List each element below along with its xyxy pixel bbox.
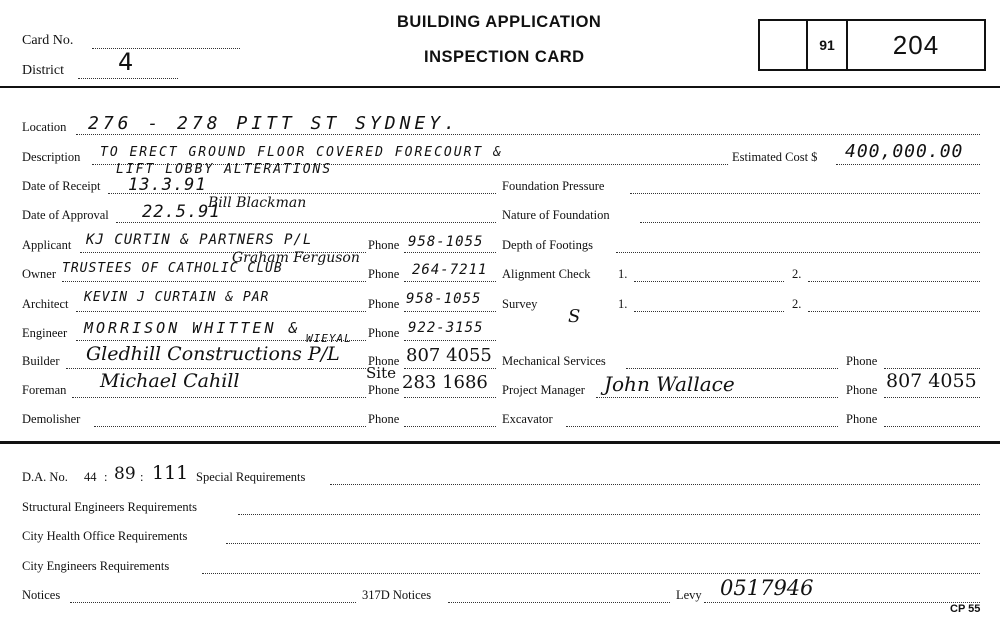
foreman-phone: 283 1686 bbox=[402, 372, 488, 393]
da-part2: 89 bbox=[114, 464, 136, 484]
architect-dots bbox=[76, 311, 366, 312]
title-line1: BUILDING APPLICATION bbox=[397, 13, 602, 31]
notices-label: Notices bbox=[22, 588, 61, 602]
owner-phone: 264-7211 bbox=[412, 262, 488, 278]
applicant-value: KJ CURTIN & PARTNERS P/L bbox=[86, 232, 313, 248]
excavator-phone-label: Phone bbox=[846, 412, 878, 426]
card-no-label: Card No. bbox=[22, 33, 74, 48]
excavator-dots bbox=[566, 426, 838, 427]
owner-note: Graham Ferguson bbox=[232, 250, 360, 266]
nature-foundation-label: Nature of Foundation bbox=[502, 208, 610, 222]
builder-phone-label: Phone bbox=[368, 354, 400, 368]
survey-1-dots bbox=[634, 311, 784, 312]
pm-dots bbox=[596, 397, 838, 398]
pm-label: Project Manager bbox=[502, 383, 585, 397]
builder-phone: 807 4055 bbox=[406, 345, 492, 366]
pm-phone-label: Phone bbox=[846, 383, 878, 397]
structural-label: Structural Engineers Requirements bbox=[22, 500, 197, 514]
engineer-label: Engineer bbox=[22, 326, 68, 340]
owner-phone-label: Phone bbox=[368, 267, 400, 281]
da-colon-2: : bbox=[140, 470, 144, 484]
location-value: 276 - 278 PITT ST SYDNEY. bbox=[88, 113, 459, 134]
pm-phone: 807 4055 bbox=[886, 370, 977, 392]
top-rule bbox=[0, 86, 1000, 88]
builder-note: WIEYAL bbox=[306, 332, 352, 345]
card-no-dots bbox=[92, 48, 240, 49]
card-number-box bbox=[758, 19, 986, 71]
card-number: 204 bbox=[892, 29, 940, 60]
survey-2-dots bbox=[808, 311, 980, 312]
owner-phone-dots bbox=[404, 281, 496, 282]
demolisher-label: Demolisher bbox=[22, 412, 81, 426]
location-label: Location bbox=[22, 120, 67, 134]
owner-value: TRUSTEES OF CATHOLIC CLUB bbox=[62, 261, 283, 276]
mechanical-dots bbox=[626, 368, 838, 369]
foundation-pressure-dots bbox=[630, 193, 980, 194]
district-dots bbox=[78, 78, 178, 79]
alignment-1-dots bbox=[634, 281, 784, 282]
alignment-2: 2. bbox=[792, 267, 802, 281]
demolisher-dots bbox=[94, 426, 366, 427]
box-number: 91 bbox=[808, 21, 848, 69]
survey-mark: S bbox=[568, 306, 581, 327]
architect-phone-dots bbox=[404, 311, 496, 312]
approval-dots bbox=[116, 222, 496, 223]
builder-dots bbox=[66, 368, 366, 369]
foreman-phone-dots bbox=[404, 397, 496, 398]
special-dots bbox=[330, 484, 980, 485]
health-dots bbox=[226, 543, 980, 544]
builder-phone-dots bbox=[404, 368, 496, 369]
foreman-site: Site bbox=[366, 364, 396, 382]
applicant-label: Applicant bbox=[22, 238, 72, 252]
city-eng-label: City Engineers Requirements bbox=[22, 559, 170, 573]
da-label: D.A. No. bbox=[22, 470, 68, 484]
receipt-value: 13.3.91 bbox=[128, 175, 207, 195]
owner-dots bbox=[62, 281, 366, 282]
alignment-2-dots bbox=[808, 281, 980, 282]
city-eng-dots bbox=[202, 573, 980, 574]
survey-1: 1. bbox=[618, 297, 628, 311]
box-blank-cell bbox=[760, 21, 808, 69]
applicant-phone: 958-1055 bbox=[408, 234, 484, 250]
applicant-note: Bill Blackman bbox=[208, 195, 307, 211]
pm-phone-dots bbox=[884, 397, 980, 398]
architect-value: KEVIN J CURTAIN & PAR bbox=[84, 290, 270, 305]
levy-value: 0517946 bbox=[720, 576, 814, 600]
architect-phone-label: Phone bbox=[368, 297, 400, 311]
builder-value: Gledhill Constructions P/L bbox=[86, 343, 340, 365]
da-part3: 111 bbox=[152, 462, 189, 484]
applicant-phone-dots bbox=[404, 252, 496, 253]
applicant-phone-label: Phone bbox=[368, 238, 400, 252]
survey-2: 2. bbox=[792, 297, 802, 311]
da-part1: 44 bbox=[84, 470, 97, 484]
middle-rule bbox=[0, 441, 1000, 444]
mechanical-phone-label: Phone bbox=[846, 354, 878, 368]
alignment-1: 1. bbox=[618, 267, 628, 281]
description-line2: LIFT LOBBY ALTERATIONS bbox=[116, 162, 333, 177]
district-label: District bbox=[22, 63, 64, 78]
engineer-phone: 922-3155 bbox=[408, 320, 484, 336]
engineer-phone-label: Phone bbox=[368, 326, 400, 340]
special-label: Special Requirements bbox=[196, 470, 306, 484]
foreman-value: Michael Cahill bbox=[100, 370, 240, 392]
levy-label: Levy bbox=[676, 588, 702, 602]
foreman-phone-label: Phone bbox=[368, 383, 400, 397]
excavator-phone-dots bbox=[884, 426, 980, 427]
depth-label: Depth of Footings bbox=[502, 238, 593, 252]
engineer-value: MORRISON WHITTEN & bbox=[84, 319, 301, 337]
nature-foundation-dots bbox=[640, 222, 980, 223]
foundation-pressure-label: Foundation Pressure bbox=[502, 179, 605, 193]
description-label: Description bbox=[22, 150, 81, 164]
builder-label: Builder bbox=[22, 354, 60, 368]
estimated-cost-dots bbox=[836, 164, 980, 165]
architect-label: Architect bbox=[22, 297, 69, 311]
notices-dots bbox=[70, 602, 356, 603]
demolisher-phone-dots bbox=[404, 426, 496, 427]
mechanical-phone-dots bbox=[884, 368, 980, 369]
estimated-cost-value: 400,000.00 bbox=[845, 141, 964, 162]
demolisher-phone-label: Phone bbox=[368, 412, 400, 426]
description-line1: TO ERECT GROUND FLOOR COVERED FORECOURT & bbox=[100, 145, 503, 160]
owner-label: Owner bbox=[22, 267, 57, 281]
pm-value: John Wallace bbox=[604, 372, 735, 396]
depth-dots bbox=[616, 252, 980, 253]
district-value: 4 bbox=[118, 48, 135, 76]
excavator-label: Excavator bbox=[502, 412, 553, 426]
da-colon-1: : bbox=[104, 470, 108, 484]
foreman-label: Foreman bbox=[22, 383, 67, 397]
alignment-label: Alignment Check bbox=[502, 267, 591, 281]
location-dots bbox=[76, 134, 980, 135]
receipt-label: Date of Receipt bbox=[22, 179, 101, 193]
estimated-cost-label: Estimated Cost $ bbox=[732, 150, 818, 164]
approval-label: Date of Approval bbox=[22, 208, 109, 222]
survey-label: Survey bbox=[502, 297, 538, 311]
foreman-dots bbox=[72, 397, 366, 398]
notices-317d-label: 317D Notices bbox=[362, 588, 432, 602]
engineer-phone-dots bbox=[404, 340, 496, 341]
approval-value: 22.5.91 bbox=[142, 202, 221, 222]
architect-phone: 958-1055 bbox=[406, 291, 482, 307]
form-code: CP 55 bbox=[950, 603, 981, 615]
structural-dots bbox=[238, 514, 980, 515]
notices-317d-dots bbox=[448, 602, 670, 603]
levy-dots bbox=[704, 602, 980, 603]
title-line2: INSPECTION CARD bbox=[424, 48, 585, 66]
mechanical-label: Mechanical Services bbox=[502, 354, 606, 368]
health-label: City Health Office Requirements bbox=[22, 529, 188, 543]
